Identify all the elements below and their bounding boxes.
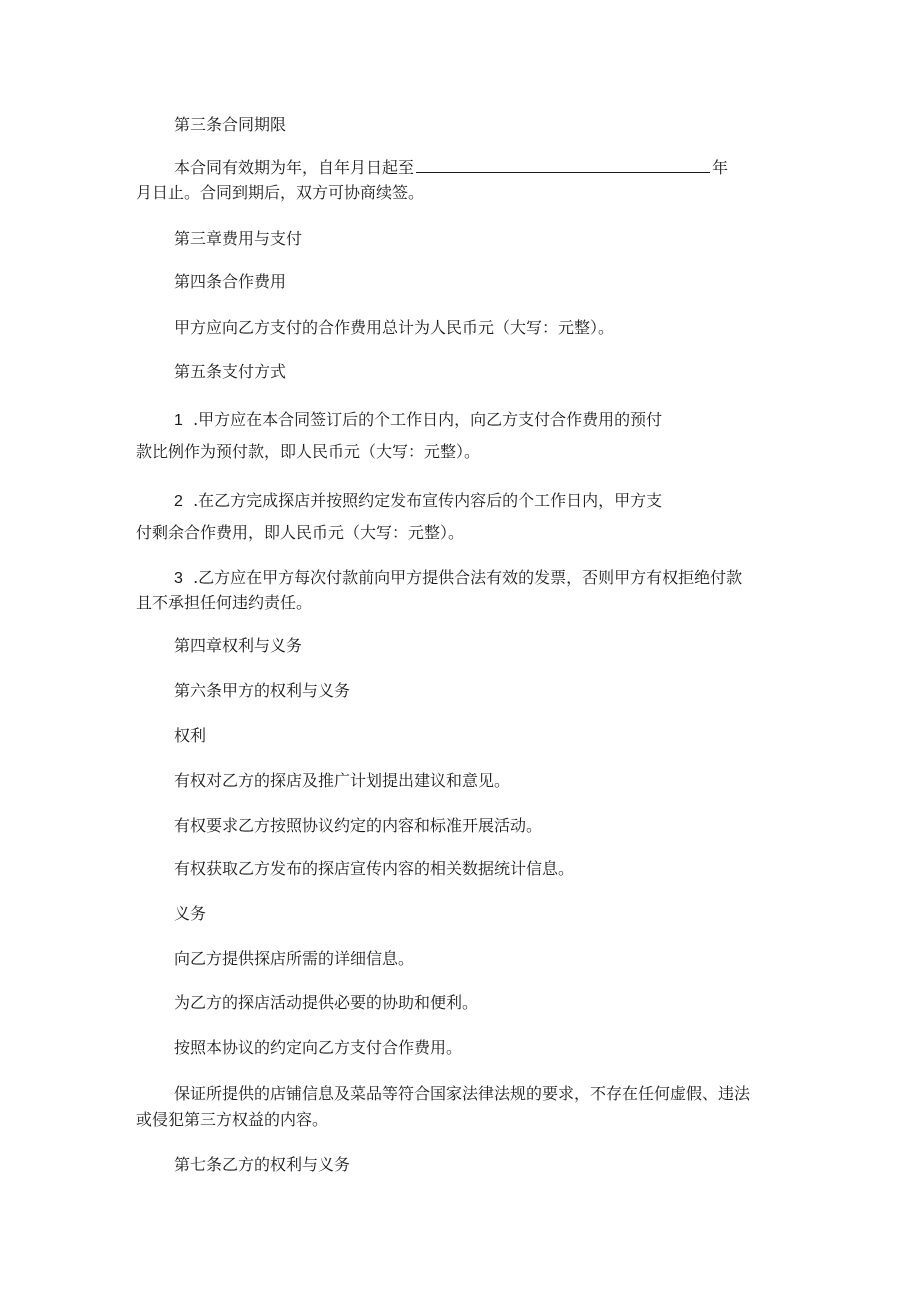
right-item-1: 有权对乙方的探店及推广计划提出建议和意见。 xyxy=(174,771,511,790)
duty-item-4-line-2: 或侵犯第三方权益的内容。 xyxy=(136,1110,329,1129)
payment-item-2-line-2: 付剩余合作费用，即人民币元（大写：元整）。 xyxy=(136,523,465,542)
chapter-4-title: 第四章权利与义务 xyxy=(174,636,303,655)
date-blank-line xyxy=(416,158,710,173)
article-3-body-line-1 xyxy=(174,158,728,178)
payment-item-2-line-1 xyxy=(174,491,662,512)
item-1-text: .甲方应在本合同签订后的个工作日内，向乙方支付合作费用的预付 xyxy=(193,410,663,429)
right-item-3: 有权获取乙方发布的探店宣传内容的相关数据统计信息。 xyxy=(174,859,575,878)
article-3-body-line-2: 月日止。合同到期后，双方可协商续签。 xyxy=(136,183,425,202)
article-3-year-label: 年 xyxy=(712,158,729,177)
article-7-title: 第七条乙方的权利与义务 xyxy=(174,1155,351,1174)
payment-item-3-line-1 xyxy=(174,568,742,589)
article-3-title: 第三条合同期限 xyxy=(174,115,287,134)
duty-item-1: 向乙方提供探店所需的详细信息。 xyxy=(174,949,415,968)
duty-item-4-line-1: 保证所提供的店铺信息及菜品等符合国家法律法规的要求，不存在任何虚假、违法 xyxy=(174,1084,751,1103)
duty-item-3: 按照本协议的约定向乙方支付合作费用。 xyxy=(174,1038,463,1057)
payment-item-1-line-2: 款比例作为预付款，即人民币元（大写：元整）。 xyxy=(136,442,481,461)
article-4-title: 第四条合作费用 xyxy=(174,272,287,291)
article-4-body: 甲方应向乙方支付的合作费用总计为人民币元（大写：元整）。 xyxy=(174,318,615,337)
duty-item-2: 为乙方的探店活动提供必要的协助和便利。 xyxy=(174,993,479,1012)
duties-heading: 义务 xyxy=(174,904,207,923)
article-3-body-text: 本合同有效期为年，自年月日起至 xyxy=(174,158,415,177)
payment-item-3-line-2: 且不承担任何违约责任。 xyxy=(136,593,313,612)
item-2-text: .在乙方完成探店并按照约定发布宣传内容后的个工作日内，甲方支 xyxy=(193,491,663,510)
right-item-2: 有权要求乙方按照协议约定的内容和标准开展活动。 xyxy=(174,816,543,835)
article-5-title: 第五条支付方式 xyxy=(174,362,287,381)
item-1-number: 1 xyxy=(174,412,183,429)
article-6-title: 第六条甲方的权利与义务 xyxy=(174,681,351,700)
item-3-text: .乙方应在甲方每次付款前向甲方提供合法有效的发票，否则甲方有权拒绝付款 xyxy=(193,568,743,587)
item-2-number: 2 xyxy=(174,493,183,510)
chapter-3-title: 第三章费用与支付 xyxy=(174,229,303,248)
payment-item-1-line-1 xyxy=(174,410,662,431)
item-3-number: 3 xyxy=(174,570,183,587)
rights-heading: 权利 xyxy=(174,726,207,745)
